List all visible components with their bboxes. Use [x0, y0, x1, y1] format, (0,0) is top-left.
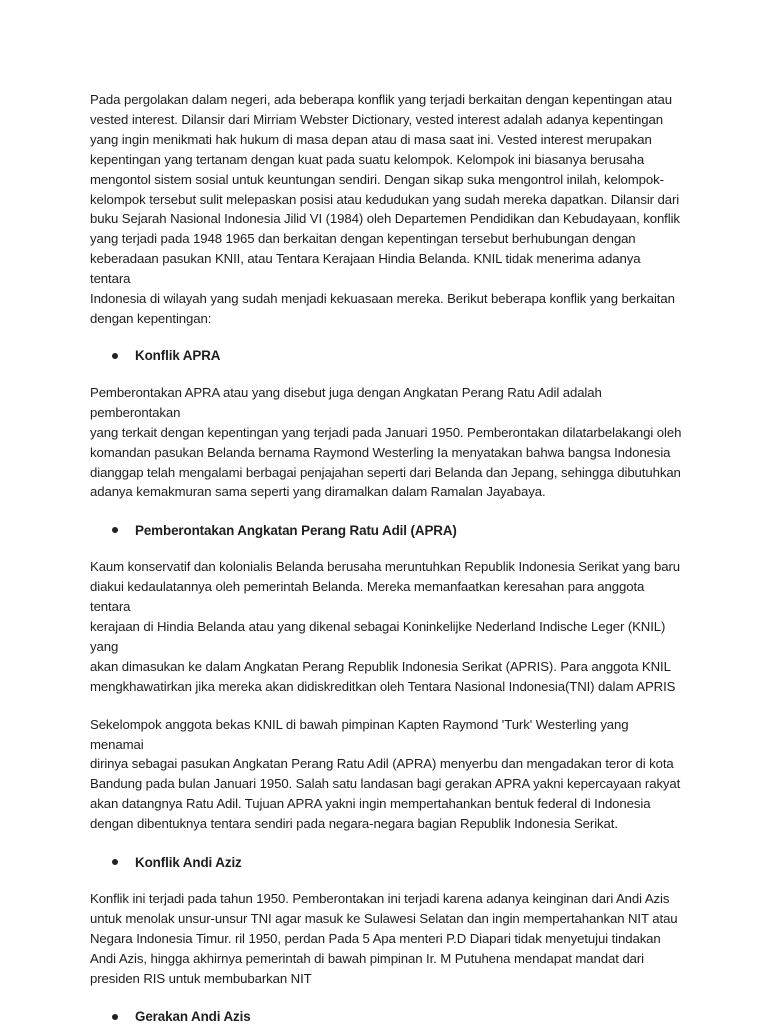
- section-heading: Konflik APRA: [135, 348, 221, 364]
- section-heading: Konflik Andi Aziz: [135, 854, 242, 870]
- bullet-icon: [112, 1014, 118, 1020]
- heading-konflik-andi-aziz: [90, 852, 682, 872]
- section-heading: Pemberontakan Angkatan Perang Ratu Adil (APRA): [135, 522, 457, 538]
- bullet-icon: [112, 353, 118, 359]
- intro-paragraph: Pada pergolakan dalam negeri, ada beberapa konflik yang terjadi berkaitan dengan kepentingan atau vested interest. Dilansir dari Mirriam Webster Dictionary, vested interest adalah adanya kepentingan yang ingin menikmati hak hukum di masa depan atau di masa saat ini. Vested interest merupakan kepentingan yang tertanam dengan kuat pada suatu kelompok. Kelompok ini biasanya berusaha mengontol sistem sosial untuk keuntungan sendiri. Dengan sikap suka mengontrol inilah, kelompok- kelompok tersebut sulit melepaskan posisi atau kedudukan yang sudah mereka dapatkan. Dilansir dari buku Sejarah Nasional Indonesia Jilid VI (1984) oleh Departemen Pendidikan dan Kebudayaan, konflik yang terjadi pada 1948 1965 dan berkaitan dengan kepentingan tersebut berhubungan dengan keberadaan pasukan KNII, atau Tentara Kerajaan Hindia Belanda. KNIL tidak menerima adanya tentara Indonesia di wilayah yang sudah menjadi kekuasaan mereka. Berikut beberapa konflik yang berkaitan dengan kepentingan:: [90, 92, 680, 326]
- apra-paragraph: Pemberontakan APRA atau yang disebut juga dengan Angkatan Perang Ratu Adil adalah pemberontakan yang terkait dengan kepentingan yang terjadi pada Januari 1950. Pemberontakan dilatarbelakangi oleh komandan pasukan Belanda bernama Raymond Westerling Ia menyatakan bahwa bangsa Indonesia dianggap telah mengalami berbagai penjajahan seperti dari Belanda dan Jepang, sehingga dibutuhkan adanya kemakmuran sama seperti yang diramalkan dalam Ramalan Jayabaya.: [90, 384, 682, 500]
- section-heading: Gerakan Andi Azis: [135, 1009, 251, 1025]
- apra-paragraph-2: Sekelompok anggota bekas KNIL di bawah pimpinan Kapten Raymond 'Turk' Westerling yang menamai dirinya sebagai pasukan Angkatan Perang Ratu Adil (APRA) menyerbu dan mengadakan teror di kota Bandung pada bulan Januari 1950. Salah satu landasan bagi gerakan APRA yakni kepercayaan rakyat akan datangnya Ratu Adil. Tujuan APRA yakni ingin mempertahankan bentuk federal di Indonesia dengan dibentuknya tentara sendiri pada negara-negara bagian Republik Indonesia Serikat.: [90, 716, 681, 832]
- apra-paragraph-1: Kaum konservatif dan kolonialis Belanda berusaha meruntuhkan Republik Indonesia Serikat yang baru diakui kedaulatannya oleh pemerintah Belanda. Mereka memanfaatkan keresahan para anggota tentara kerajaan di Hindia Belanda atau yang dikenal sebagai Koninkelijke Nederland Indische Leger (KNIL) yang akan dimasukan ke dalam Angkatan Perang Republik Indonesia Serikat (APRIS). Para anggota KNIL mengkhawatirkan jika mereka akan didiskreditkan oleh Tentara Nasional Indonesia(TNI) dalam APRIS: [90, 559, 680, 694]
- bullet-icon: [112, 859, 118, 865]
- heading-konflik-apra: [90, 346, 682, 366]
- andi-aziz-paragraph: Konflik ini terjadi pada tahun 1950. Pemberontakan ini terjadi karena adanya keinginan dari Andi Azis untuk menolak unsur-unsur TNI agar masuk ke Sulawesi Selatan dan ingin mempertahankan NIT atau Negara Indonesia Timur. ril 1950, perdan Pada 5 Apa menteri P.D Diapari tidak menyetujui tindakan Andi Azis, hingga akhirnya pemerintah di bawah pimpinan Ir. M Putuhena mendapat mandat dari presiden RIS untuk membubarkan NIT: [90, 891, 678, 986]
- heading-pemberontakan-apra: [90, 520, 682, 540]
- bullet-icon: [112, 527, 118, 533]
